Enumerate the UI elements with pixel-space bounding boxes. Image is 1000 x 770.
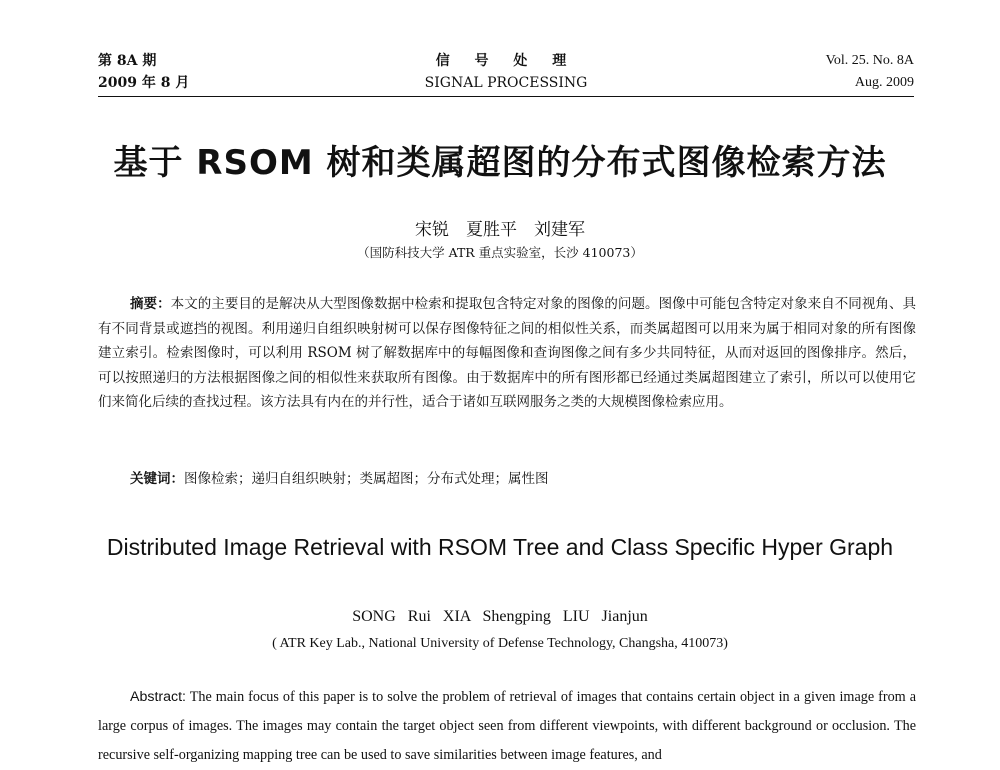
abstract-label-cn: 摘要： [130, 296, 171, 312]
header-rule [98, 96, 914, 97]
affiliation-en: ( ATR Key Lab., National University of Defense Technology, Changsha, 410073) [272, 636, 728, 651]
paper-title-cn: 基于 RSOM 树和类属超图的分布式图像检索方法 [113, 143, 887, 183]
paper-title-en: Distributed Image Retrieval with RSOM Tree and Class Specific Hyper Graph [106, 534, 894, 560]
abstract-label-en: Abstract: [130, 689, 186, 705]
authors-en: SONG Rui XIA Shengping LIU Jianjun [352, 608, 648, 625]
keywords-label-cn: 关键词： [130, 471, 184, 487]
keywords-text-cn: 图像检索；递归自组织映射；类属超图；分布式处理；属性图 [184, 471, 549, 487]
journal-name-cn: 信 号 处 理 [435, 53, 577, 69]
abstract-text-cn: 本文的主要目的是解决从大型图像数据中检索和提取包含特定对象的图像的问题。图像中可能包含特定对象来自不同视角、具有不同背景或遮挡的视图。利用递归自组织映射树可以保存图像特征之间的相似性关系，而类属超图可以用来为属于相同对象的所有图像建立索引。检索图像时，可以利用 RSOM 树了解数据库中的每幅图像和查询图像之间有多少共同特征，从而对返回的图像排序。然后，可以按照递归的方法根据图像之间的相似性来获取所有图像。由于数据库中的所有图形都已经通过类属超图建立了索引，所以可以使用它们来简化后续的查找过程。该方法具有内在的并行性，适合于诸如互联网服务之类的大规模图像检索应用。 [98, 296, 917, 410]
keywords-cn [130, 467, 910, 487]
journal-name [98, 50, 914, 94]
journal-header [98, 50, 914, 100]
volume-number: Vol. 25. No. 8A [825, 53, 914, 68]
issue-date-en: Aug. 2009 [854, 75, 914, 90]
volume-info [826, 50, 914, 94]
authors-cn: 宋锐 夏胜平 刘建军 [415, 220, 585, 240]
issue-date-cn: 2009 年 8 月 [98, 75, 190, 91]
journal-name-en: SIGNAL PROCESSING [424, 75, 588, 91]
abstract-cn [98, 292, 916, 415]
issue-number: 第 8A 期 [98, 53, 157, 69]
abstract-en [98, 683, 916, 770]
abstract-text-en: The main focus of this paper is to solve the problem of retrieval of images that contains certain object in a given image from a large corpus of images. The images may contain the target object seen from different viewpoints, with different background or occlusion. The recursive self-organizing mapping tree can be used to save similarities between image features, and [98, 689, 916, 763]
affiliation-cn: （国防科技大学 ATR 重点实验室，长沙 410073） [357, 245, 643, 260]
